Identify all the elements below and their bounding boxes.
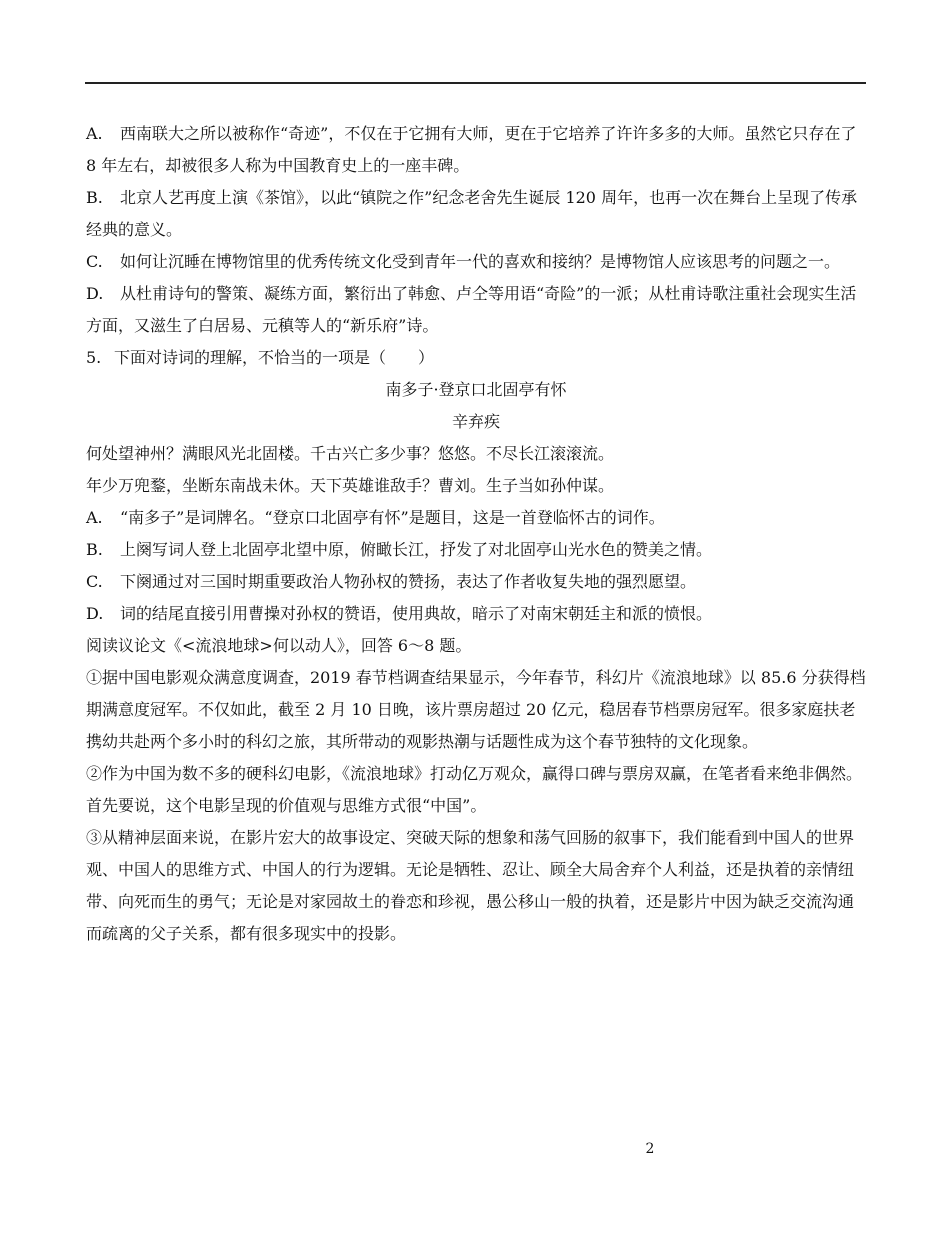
option-text: 从杜甫诗句的警策、凝练方面，繁衍出了韩愈、卢仝等用语“奇险”的一派；从杜甫诗歌注重社会现实生活方面，又滋生了白居易、元稹等人的“新乐府”诗。: [86, 284, 857, 335]
reading-paragraph-3: ③从精神层面来说，在影片宏大的故事设定、突破天际的想象和荡气回肠的叙事下，我们能看到中国人的世界观、中国人的思维方式、中国人的行为逻辑。无论是牺牲、忍让、顾全大局舍弃个人利益，还是执着的亲情纽带、向死而生的勇气；无论是对家园故土的眷恋和珍视，愚公移山一般的执着，还是影片中因为缺乏交流沟通而疏离的父子关系，都有很多现实中的投影。: [86, 828, 855, 943]
document-body: [86, 118, 866, 950]
q5-option-c: [86, 566, 866, 598]
option-label: A.: [86, 124, 103, 143]
option-text: 西南联大之所以被称作“奇迹”，不仅在于它拥有大师，更在于它培养了许许多多的大师。虽然它只存在了 8 年左右，却被很多人称为中国教育史上的一座丰碑。: [86, 124, 857, 175]
reading-paragraph-1: ①据中国电影观众满意度调查，2019 春节档调查结果显示，今年春节，科幻片《流浪地球》以 85.6 分获得档期满意度冠军。不仅如此，截至 2 月 10 日晚，该片票房超过 20 亿元，稳居春节档票房冠军。很多家庭扶老携幼共赴两个多小时的科幻之旅，其所带动的观影热潮与话题性成为这个春节独特的文化现象。: [86, 668, 866, 751]
q4-option-b: [86, 182, 866, 246]
poem-author: 辛弃疾: [451, 412, 500, 431]
q5-option-d: [86, 598, 866, 630]
poem-line: 何处望神州？满眼风光北固楼。千古兴亡多少事？悠悠。不尽长江滚滚流。: [86, 444, 615, 463]
question-text: 下面对诗词的理解，不恰当的一项是（ ）: [114, 348, 435, 367]
option-text: 下阕通过对三国时期重要政治人物孙权的赞扬，表达了作者收复失地的强烈愿望。: [120, 572, 697, 591]
option-text: 上阕写词人登上北固亭北望中原，俯瞰长江，抒发了对北固亭山光水色的赞美之情。: [120, 540, 713, 559]
option-label: B.: [86, 188, 103, 207]
poem-title: 南多子·登京口北固亭有怀: [385, 380, 567, 399]
q5-stem: [86, 342, 866, 374]
poem-line: 年少万兜鍪，坐断东南战未休。天下英雄谁敌手？曹刘。生子当如孙仲谋。: [86, 476, 615, 495]
option-label: A.: [86, 508, 103, 527]
q4-option-d: [86, 278, 866, 342]
option-text: 词的结尾直接引用曹操对孙权的赞语，使用典故，暗示了对南宋朝廷主和派的愤恨。: [120, 604, 713, 623]
header-rule: [85, 82, 866, 84]
option-label: D.: [86, 284, 104, 303]
question-number: 5.: [86, 348, 102, 367]
option-text: “南多子”是词牌名。“登京口北固亭有怀”是题目，这是一首登临怀古的词作。: [120, 508, 665, 527]
reading-intro: 阅读议论文《<流浪地球>何以动人》，回答 6～8 题。: [86, 636, 472, 655]
q5-option-b: [86, 534, 866, 566]
option-text: 如何让沉睡在博物馆里的优秀传统文化受到青年一代的喜欢和接纳？是博物馆人应该思考的问题之一。: [120, 252, 841, 271]
q4-option-a: [86, 118, 866, 182]
q4-option-c: [86, 246, 866, 278]
option-label: C.: [86, 572, 103, 591]
reading-paragraph-2: ②作为中国为数不多的硬科幻电影，《流浪地球》打动亿万观众，赢得口碑与票房双赢，在笔者看来绝非偶然。首先要说，这个电影呈现的价值观与思维方式很“中国”。: [86, 764, 863, 815]
option-label: D.: [86, 604, 104, 623]
option-label: C.: [86, 252, 103, 271]
option-text: 北京人艺再度上演《茶馆》，以此“镇院之作”纪念老舍先生诞辰 120 周年，也再一次在舞台上呈现了传承经典的意义。: [86, 188, 858, 239]
q5-option-a: [86, 502, 866, 534]
page-number: 2: [645, 1141, 655, 1157]
option-label: B.: [86, 540, 103, 559]
